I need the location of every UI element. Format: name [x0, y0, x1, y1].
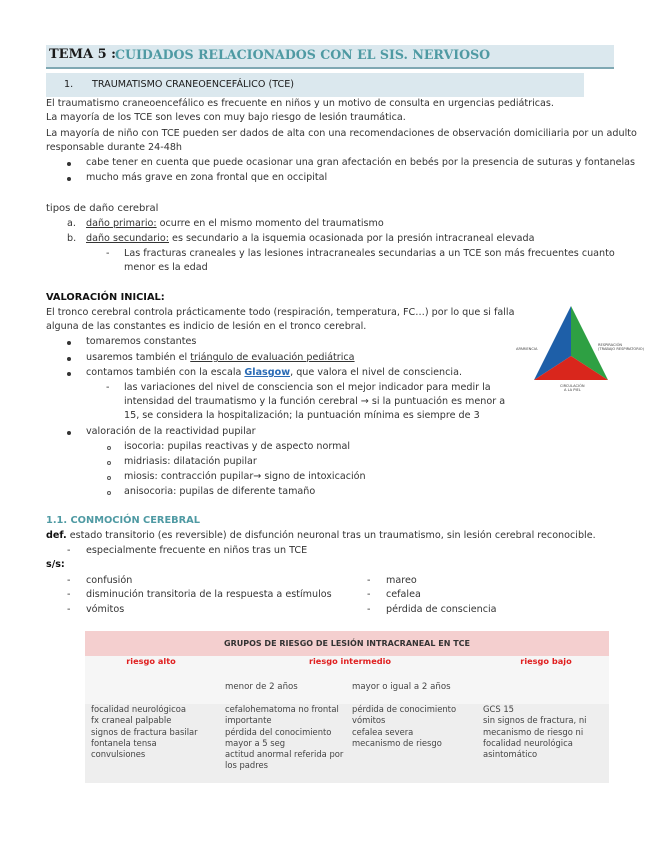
intro-bullet: mucho más grave en zona frontal que en occipital	[86, 172, 328, 183]
valoracion-heading: VALORACIÓN INICIAL:	[46, 292, 165, 303]
table-row	[85, 704, 609, 783]
damage-marker: b.	[67, 233, 77, 244]
cell-alto	[85, 704, 217, 783]
cell-mayor	[347, 704, 483, 783]
damage-note-dash: -	[106, 248, 110, 259]
cell-line: fx craneal palpable	[91, 715, 172, 726]
cell-line: focalidad neurológica	[483, 737, 573, 748]
damage-item-secondary	[86, 232, 535, 246]
section-header	[46, 73, 584, 97]
ss-label: s/s:	[46, 559, 65, 570]
page-title: CUIDADOS RELACIONADOS CON EL SIS. NERVIOSO	[115, 47, 491, 62]
bullet-dot	[67, 357, 71, 361]
valoracion-intro: El tronco cerebral controla prácticamente todo (respiración, temperatura, FC…) por lo que si falla	[46, 307, 515, 318]
damage-heading: tipos de daño cerebral	[46, 203, 159, 214]
dash: -	[67, 545, 71, 556]
valoracion-bullet: valoración de la reactividad pupilar	[86, 426, 256, 437]
dash: -	[367, 589, 371, 600]
sub-dash: -	[106, 382, 110, 393]
pupil-item: anisocoria: pupilas de diferente tamaño	[124, 486, 316, 497]
damage-term: daño secundario:	[86, 233, 169, 244]
cell-line: actitud anormal referida por	[225, 749, 344, 760]
intro-line: responsable durante 24-48h	[46, 142, 183, 153]
cell-line: fontanela tensa	[91, 737, 157, 748]
conmocion-def	[46, 529, 596, 543]
pupil-item: miosis: contracción pupilar→ signo de intoxicación	[124, 471, 366, 482]
symptom-item: cefalea	[386, 589, 421, 600]
intro-bullet: cabe tener en cuenta que puede ocasionar una gran afectación en bebés por la presencia de suturas y fontanelas	[86, 157, 636, 168]
cell-line: mayor a 5 seg	[225, 737, 286, 748]
def-label: def.	[46, 530, 67, 541]
valoracion-bullet	[86, 366, 462, 380]
triangle-label-left: APARIENCIA	[516, 347, 538, 351]
col-riesgo-bajo: riesgo bajo	[520, 656, 572, 666]
intro-line: La mayoría de niño con TCE pueden ser dados de alta con una recomendaciones de observación domiciliaria por un adulto	[46, 128, 637, 139]
cell-line: signos de fractura basilar	[91, 726, 198, 737]
damage-marker: a.	[67, 218, 76, 229]
glasgow-sub: intensidad del traumatismo y la función cerebral → si la puntuación es menor a	[124, 396, 506, 407]
pupil-item: isocoria: pupilas reactivas y de aspecto normal	[124, 441, 350, 452]
table-header-row	[85, 631, 609, 656]
table-category-row	[85, 656, 609, 682]
pediatric-triangle-figure	[512, 304, 644, 400]
risk-groups-table	[85, 631, 609, 783]
cell-line: asintomático	[483, 749, 538, 760]
circle-bullet	[107, 491, 111, 495]
damage-text: ocurre en el mismo momento del traumatismo	[156, 218, 384, 229]
cell-line: importante	[225, 715, 272, 726]
damage-note: Las fracturas craneales y las lesiones intracraneales secundarias a un TCE son más frecuentes cuanto	[124, 248, 615, 259]
def-text: estado transitorio (es reversible) de disfunción neuronal tras un traumatismo, sin lesión cerebral reconocible.	[66, 530, 596, 541]
dash: -	[67, 589, 71, 600]
pupil-item: midriasis: dilatación pupilar	[124, 456, 257, 467]
cell-line: mecanismo de riesgo	[352, 737, 442, 748]
col-riesgo-intermedio: riesgo intermedio	[308, 656, 392, 666]
table-title: GRUPOS DE RIESGO DE LESIÓN INTRACRANEAL EN TCE	[224, 639, 470, 648]
cell-line: focalidad neurológicoa	[91, 704, 186, 714]
cell-line: cefalohematoma no frontal	[225, 704, 339, 714]
symptom-item: vómitos	[86, 604, 125, 615]
symptom-item: pérdida de consciencia	[386, 604, 497, 615]
cell-line: los padres	[225, 760, 269, 771]
symptom-item: mareo	[386, 575, 417, 586]
section-number: 1.	[64, 79, 74, 90]
glasgow-sub: las variaciones del nivel de consciencia son el mejor indicador para medir la	[124, 382, 491, 393]
cell-line: GCS 15	[483, 704, 514, 714]
sub-menor-2: menor de 2 años	[225, 682, 298, 692]
triangle-label-right: (TRABAJO RESPIRATORIO)	[598, 347, 644, 351]
symptom-item: confusión	[86, 575, 133, 586]
cell-line: pérdida de conocimiento	[352, 704, 457, 714]
dash: -	[367, 604, 371, 615]
bullet-dot	[67, 341, 71, 345]
section-title: TRAUMATISMO CRANEOENCEFÁLICO (TCE)	[92, 79, 295, 90]
tep-link[interactable]: triángulo de evaluación pediátrica	[190, 352, 355, 363]
glasgow-suffix: , que valora el nivel de consciencia.	[290, 367, 462, 378]
intro-line: El traumatismo craneoencefálico es frecuente en niños y un motivo de consulta en urgencias pediátricas.	[46, 98, 554, 109]
bullet-dot	[67, 431, 71, 435]
table-subheader-row	[85, 682, 609, 704]
damage-note: menor es la edad	[124, 262, 208, 273]
cell-line: mecanismo de riesgo ni	[483, 726, 584, 737]
bullet-dot	[67, 162, 71, 166]
glasgow-sub: 15, se considera la hospitalización; la puntuación mínima es siempre de 3	[124, 410, 480, 421]
col-riesgo-alto: riesgo alto	[126, 656, 176, 666]
glasgow-link[interactable]: Glasgow	[244, 367, 291, 378]
cell-line: convulsiones	[91, 749, 146, 760]
damage-text: es secundario a la isquemia ocasionada por la presión intracraneal elevada	[169, 233, 535, 244]
circle-bullet	[107, 446, 111, 450]
cell-menor	[217, 704, 347, 783]
def-note: especialmente frecuente en niños tras un TCE	[86, 545, 308, 556]
cell-line: sin signos de fractura, ni	[483, 715, 587, 726]
conmocion-heading: 1.1. CONMOCIÓN CEREBRAL	[46, 515, 201, 526]
cell-bajo	[483, 704, 609, 783]
dash: -	[67, 604, 71, 615]
valoracion-bullet	[86, 351, 355, 365]
circle-bullet	[107, 461, 111, 465]
damage-term: daño primario:	[86, 218, 157, 229]
triangle-label-bottom: CIRCULACIÓN	[560, 384, 585, 388]
bullet-dot	[67, 372, 71, 376]
dash: -	[367, 575, 371, 586]
cell-line: vómitos	[352, 715, 386, 726]
cell-line: cefalea severa	[352, 726, 414, 737]
circle-bullet	[107, 476, 111, 480]
sub-mayor-2: mayor o igual a 2 años	[352, 682, 451, 692]
symptom-item: disminución transitoria de la respuesta a estímulos	[86, 589, 332, 600]
triangle-label-right: RESPIRACIÓN	[598, 343, 623, 347]
title-underline	[46, 67, 614, 69]
damage-item-primary	[86, 217, 384, 231]
valoracion-bullet: tomaremos constantes	[86, 336, 197, 347]
triangle-label-bottom: A LA PIEL	[564, 388, 581, 392]
cell-line: pérdida del conocimiento	[225, 726, 332, 737]
tep-prefix: usaremos también el	[86, 352, 191, 363]
valoracion-intro: alguna de las constantes es indicio de lesión en el tronco cerebral.	[46, 321, 367, 332]
intro-line: La mayoría de los TCE son leves con muy bajo riesgo de lesión traumática.	[46, 112, 406, 123]
empty-cell	[483, 682, 609, 704]
glasgow-prefix: contamos también con la escala	[86, 367, 245, 378]
title-tag: TEMA 5 :	[49, 47, 116, 62]
title-bar	[46, 45, 614, 67]
bullet-dot	[67, 177, 71, 181]
empty-cell	[85, 682, 217, 704]
dash: -	[67, 575, 71, 586]
